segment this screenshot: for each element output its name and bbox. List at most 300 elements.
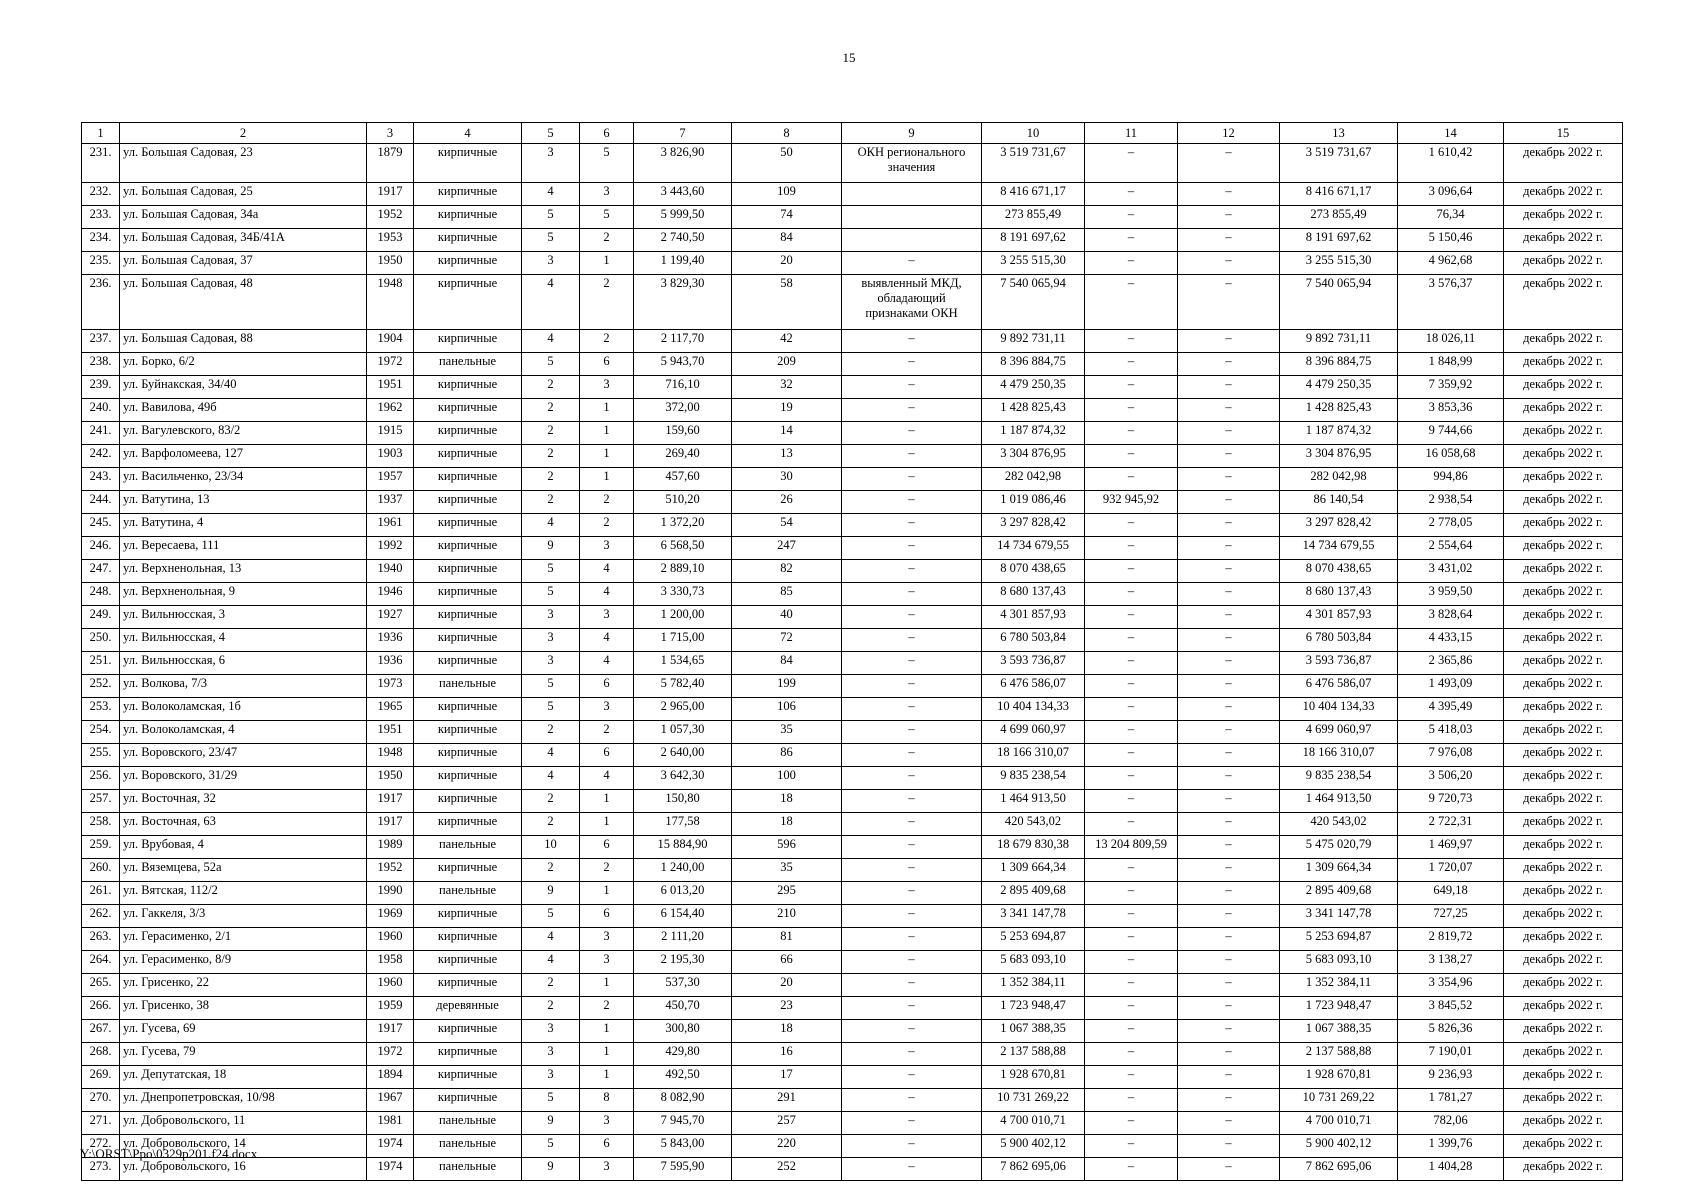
cell-total-area: 1 200,00 — [634, 606, 732, 629]
cell-wall-material: кирпичные — [414, 560, 522, 583]
cell-floors: 2 — [522, 721, 580, 744]
cell-residents: 252 — [732, 1158, 842, 1181]
cell-total-cost: 1 928 670,81 — [982, 1066, 1085, 1089]
cell-total-area: 2 117,70 — [634, 330, 732, 353]
cell-residents: 18 — [732, 1020, 842, 1043]
cell-year-built: 1961 — [367, 514, 414, 537]
cell-fund-source-a: – — [1085, 183, 1178, 206]
cell-total-cost: 5 683 093,10 — [982, 951, 1085, 974]
cell-total-cost: 2 895 409,68 — [982, 882, 1085, 905]
cell-row-number: 233. — [82, 206, 120, 229]
cell-total-area: 2 111,20 — [634, 928, 732, 951]
cell-total-area: 6 013,20 — [634, 882, 732, 905]
cell-cost-per-sqm: 782,06 — [1398, 1112, 1504, 1135]
cell-fund-source-b: – — [1178, 767, 1280, 790]
cell-address: ул. Добровольского, 14 — [120, 1135, 367, 1158]
cell-fund-source-a: – — [1085, 744, 1178, 767]
cell-year-built: 1974 — [367, 1158, 414, 1181]
table-row — [82, 144, 1623, 183]
cell-fund-source-a: – — [1085, 675, 1178, 698]
cell-total-area: 2 640,00 — [634, 744, 732, 767]
cell-completion-date: декабрь 2022 г. — [1504, 1135, 1623, 1158]
cell-heritage-status: – — [842, 1135, 982, 1158]
cell-regional-operator-cost: 1 723 948,47 — [1280, 997, 1398, 1020]
column-header-7: 7 — [634, 123, 732, 144]
cell-year-built: 1951 — [367, 721, 414, 744]
cell-fund-source-b: – — [1178, 790, 1280, 813]
cell-fund-source-b: – — [1178, 560, 1280, 583]
cell-floors: 5 — [522, 675, 580, 698]
cell-fund-source-a: – — [1085, 353, 1178, 376]
cell-address: ул. Депутатская, 18 — [120, 1066, 367, 1089]
cell-year-built: 1946 — [367, 583, 414, 606]
cell-floors: 2 — [522, 491, 580, 514]
cell-fund-source-b: – — [1178, 252, 1280, 275]
cell-entrances: 3 — [580, 951, 634, 974]
cell-year-built: 1894 — [367, 1066, 414, 1089]
cell-total-area: 716,10 — [634, 376, 732, 399]
cell-fund-source-b: – — [1178, 698, 1280, 721]
cell-residents: 19 — [732, 399, 842, 422]
cell-total-area: 3 443,60 — [634, 183, 732, 206]
cell-regional-operator-cost: 6 780 503,84 — [1280, 629, 1398, 652]
cell-cost-per-sqm: 4 433,15 — [1398, 629, 1504, 652]
cell-wall-material: кирпичные — [414, 744, 522, 767]
cell-fund-source-b: – — [1178, 1112, 1280, 1135]
cell-completion-date: декабрь 2022 г. — [1504, 1158, 1623, 1181]
table-row — [82, 399, 1623, 422]
cell-residents: 199 — [732, 675, 842, 698]
cell-floors: 4 — [522, 183, 580, 206]
cell-entrances: 6 — [580, 744, 634, 767]
cell-fund-source-a: – — [1085, 951, 1178, 974]
cell-year-built: 1972 — [367, 1043, 414, 1066]
cell-cost-per-sqm: 2 722,31 — [1398, 813, 1504, 836]
cell-wall-material: кирпичные — [414, 1020, 522, 1043]
cell-fund-source-a: – — [1085, 537, 1178, 560]
cell-address: ул. Ватутина, 4 — [120, 514, 367, 537]
cell-completion-date: декабрь 2022 г. — [1504, 206, 1623, 229]
cell-heritage-status: – — [842, 629, 982, 652]
cell-residents: 209 — [732, 353, 842, 376]
cell-cost-per-sqm: 1 720,07 — [1398, 859, 1504, 882]
cell-total-cost: 9 892 731,11 — [982, 330, 1085, 353]
cell-fund-source-a: – — [1085, 629, 1178, 652]
cell-address: ул. Большая Садовая, 88 — [120, 330, 367, 353]
cell-residents: 109 — [732, 183, 842, 206]
cell-row-number: 255. — [82, 744, 120, 767]
cell-wall-material: кирпичные — [414, 1066, 522, 1089]
cell-regional-operator-cost: 1 928 670,81 — [1280, 1066, 1398, 1089]
cell-wall-material: панельные — [414, 882, 522, 905]
cell-address: ул. Вильнюсская, 3 — [120, 606, 367, 629]
cell-residents: 295 — [732, 882, 842, 905]
table-row — [82, 422, 1623, 445]
cell-wall-material: кирпичные — [414, 974, 522, 997]
cell-heritage-status: – — [842, 859, 982, 882]
cell-fund-source-b: – — [1178, 652, 1280, 675]
cell-residents: 86 — [732, 744, 842, 767]
cell-year-built: 1972 — [367, 353, 414, 376]
cell-entrances: 2 — [580, 514, 634, 537]
cell-completion-date: декабрь 2022 г. — [1504, 252, 1623, 275]
cell-total-area: 5 782,40 — [634, 675, 732, 698]
cell-completion-date: декабрь 2022 г. — [1504, 144, 1623, 183]
cell-total-area: 450,70 — [634, 997, 732, 1020]
cell-address: ул. Верхненольная, 9 — [120, 583, 367, 606]
cell-heritage-status: – — [842, 675, 982, 698]
cell-row-number: 247. — [82, 560, 120, 583]
cell-heritage-status: – — [842, 468, 982, 491]
cell-regional-operator-cost: 282 042,98 — [1280, 468, 1398, 491]
cell-residents: 66 — [732, 951, 842, 974]
cell-total-cost: 1 723 948,47 — [982, 997, 1085, 1020]
cell-residents: 14 — [732, 422, 842, 445]
cell-fund-source-b: – — [1178, 997, 1280, 1020]
cell-entrances: 1 — [580, 422, 634, 445]
cell-total-area: 8 082,90 — [634, 1089, 732, 1112]
cell-entrances: 1 — [580, 399, 634, 422]
cell-cost-per-sqm: 2 819,72 — [1398, 928, 1504, 951]
cell-wall-material: кирпичные — [414, 275, 522, 330]
cell-total-area: 6 154,40 — [634, 905, 732, 928]
cell-entrances: 1 — [580, 1043, 634, 1066]
cell-address: ул. Восточная, 63 — [120, 813, 367, 836]
table-row — [82, 1158, 1623, 1181]
cell-wall-material: кирпичные — [414, 144, 522, 183]
cell-residents: 100 — [732, 767, 842, 790]
table-row — [82, 468, 1623, 491]
column-header-1: 1 — [82, 123, 120, 144]
cell-fund-source-a: – — [1085, 330, 1178, 353]
cell-floors: 3 — [522, 606, 580, 629]
cell-total-cost: 4 699 060,97 — [982, 721, 1085, 744]
cell-floors: 9 — [522, 1112, 580, 1135]
column-header-6: 6 — [580, 123, 634, 144]
cell-entrances: 4 — [580, 767, 634, 790]
cell-total-cost: 8 680 137,43 — [982, 583, 1085, 606]
cell-fund-source-b: – — [1178, 144, 1280, 183]
cell-address: ул. Гусева, 69 — [120, 1020, 367, 1043]
cell-total-area: 5 843,00 — [634, 1135, 732, 1158]
cell-wall-material: кирпичные — [414, 491, 522, 514]
cell-entrances: 4 — [580, 560, 634, 583]
cell-year-built: 1973 — [367, 675, 414, 698]
cell-completion-date: декабрь 2022 г. — [1504, 229, 1623, 252]
cell-floors: 5 — [522, 229, 580, 252]
cell-heritage-status: – — [842, 974, 982, 997]
cell-floors: 2 — [522, 468, 580, 491]
cell-address: ул. Большая Садовая, 48 — [120, 275, 367, 330]
cell-fund-source-b: – — [1178, 353, 1280, 376]
cell-residents: 82 — [732, 560, 842, 583]
cell-cost-per-sqm: 3 845,52 — [1398, 997, 1504, 1020]
cell-year-built: 1959 — [367, 997, 414, 1020]
cell-floors: 2 — [522, 859, 580, 882]
cell-cost-per-sqm: 5 826,36 — [1398, 1020, 1504, 1043]
cell-fund-source-b: – — [1178, 514, 1280, 537]
cell-completion-date: декабрь 2022 г. — [1504, 468, 1623, 491]
cell-floors: 4 — [522, 767, 580, 790]
cell-wall-material: кирпичные — [414, 376, 522, 399]
cell-entrances: 4 — [580, 629, 634, 652]
cell-fund-source-b: – — [1178, 629, 1280, 652]
cell-entrances: 2 — [580, 275, 634, 330]
cell-total-cost: 9 835 238,54 — [982, 767, 1085, 790]
cell-total-cost: 1 464 913,50 — [982, 790, 1085, 813]
cell-fund-source-a: – — [1085, 997, 1178, 1020]
cell-fund-source-a: – — [1085, 1135, 1178, 1158]
cell-regional-operator-cost: 3 297 828,42 — [1280, 514, 1398, 537]
cell-wall-material: панельные — [414, 1135, 522, 1158]
cell-entrances: 1 — [580, 468, 634, 491]
cell-row-number: 272. — [82, 1135, 120, 1158]
cell-completion-date: декабрь 2022 г. — [1504, 275, 1623, 330]
cell-fund-source-b: – — [1178, 1043, 1280, 1066]
column-header-2: 2 — [120, 123, 367, 144]
cell-floors: 5 — [522, 905, 580, 928]
table-row — [82, 652, 1623, 675]
cell-fund-source-b: – — [1178, 1020, 1280, 1043]
cell-address: ул. Добровольского, 11 — [120, 1112, 367, 1135]
cell-year-built: 1962 — [367, 399, 414, 422]
cell-fund-source-a: – — [1085, 606, 1178, 629]
cell-regional-operator-cost: 1 352 384,11 — [1280, 974, 1398, 997]
cell-fund-source-b: – — [1178, 813, 1280, 836]
cell-heritage-status: – — [842, 606, 982, 629]
cell-total-area: 7 595,90 — [634, 1158, 732, 1181]
cell-wall-material: кирпичные — [414, 721, 522, 744]
cell-regional-operator-cost: 9 892 731,11 — [1280, 330, 1398, 353]
cell-year-built: 1951 — [367, 376, 414, 399]
cell-cost-per-sqm: 4 395,49 — [1398, 698, 1504, 721]
cell-total-cost: 1 309 664,34 — [982, 859, 1085, 882]
cell-year-built: 1903 — [367, 445, 414, 468]
cell-heritage-status — [842, 229, 982, 252]
cell-row-number: 251. — [82, 652, 120, 675]
table-row — [82, 698, 1623, 721]
cell-fund-source-a: – — [1085, 560, 1178, 583]
cell-cost-per-sqm: 2 938,54 — [1398, 491, 1504, 514]
cell-floors: 3 — [522, 1020, 580, 1043]
cell-address: ул. Вильнюсская, 6 — [120, 652, 367, 675]
cell-entrances: 6 — [580, 905, 634, 928]
cell-year-built: 1967 — [367, 1089, 414, 1112]
cell-total-cost: 7 540 065,94 — [982, 275, 1085, 330]
cell-floors: 2 — [522, 813, 580, 836]
cell-regional-operator-cost: 5 900 402,12 — [1280, 1135, 1398, 1158]
cell-floors: 5 — [522, 206, 580, 229]
cell-total-cost: 4 301 857,93 — [982, 606, 1085, 629]
table-row — [82, 836, 1623, 859]
cell-fund-source-b: – — [1178, 206, 1280, 229]
cell-cost-per-sqm: 1 404,28 — [1398, 1158, 1504, 1181]
cell-year-built: 1917 — [367, 813, 414, 836]
cell-heritage-status: – — [842, 744, 982, 767]
cell-regional-operator-cost: 4 301 857,93 — [1280, 606, 1398, 629]
cell-entrances: 3 — [580, 1112, 634, 1135]
cell-heritage-status: – — [842, 1158, 982, 1181]
cell-total-cost: 3 304 876,95 — [982, 445, 1085, 468]
cell-entrances: 1 — [580, 882, 634, 905]
cell-row-number: 263. — [82, 928, 120, 951]
table-row — [82, 560, 1623, 583]
cell-fund-source-a: – — [1085, 144, 1178, 183]
cell-total-cost: 1 352 384,11 — [982, 974, 1085, 997]
column-header-12: 12 — [1178, 123, 1280, 144]
cell-total-cost: 2 137 588,88 — [982, 1043, 1085, 1066]
cell-heritage-status: – — [842, 882, 982, 905]
cell-fund-source-b: – — [1178, 275, 1280, 330]
cell-heritage-status: – — [842, 652, 982, 675]
cell-completion-date: декабрь 2022 г. — [1504, 514, 1623, 537]
cell-heritage-status: – — [842, 445, 982, 468]
cell-total-area: 1 715,00 — [634, 629, 732, 652]
cell-fund-source-a: – — [1085, 514, 1178, 537]
cell-wall-material: кирпичные — [414, 790, 522, 813]
cell-fund-source-b: – — [1178, 1089, 1280, 1112]
cell-wall-material: кирпичные — [414, 905, 522, 928]
cell-total-area: 6 568,50 — [634, 537, 732, 560]
cell-heritage-status: – — [842, 997, 982, 1020]
cell-heritage-status: – — [842, 905, 982, 928]
cell-fund-source-a: – — [1085, 1020, 1178, 1043]
cell-fund-source-a: – — [1085, 859, 1178, 882]
cell-entrances: 6 — [580, 836, 634, 859]
cell-fund-source-a: – — [1085, 882, 1178, 905]
cell-fund-source-b: – — [1178, 491, 1280, 514]
column-header-14: 14 — [1398, 123, 1504, 144]
table-row — [82, 330, 1623, 353]
cell-floors: 2 — [522, 376, 580, 399]
cell-entrances: 1 — [580, 974, 634, 997]
cell-fund-source-b: – — [1178, 905, 1280, 928]
cell-floors: 9 — [522, 882, 580, 905]
cell-regional-operator-cost: 4 479 250,35 — [1280, 376, 1398, 399]
cell-fund-source-b: – — [1178, 606, 1280, 629]
cell-total-area: 492,50 — [634, 1066, 732, 1089]
cell-fund-source-a: – — [1085, 928, 1178, 951]
cell-total-cost: 4 479 250,35 — [982, 376, 1085, 399]
cell-total-cost: 3 519 731,67 — [982, 144, 1085, 183]
cell-fund-source-a: – — [1085, 468, 1178, 491]
cell-cost-per-sqm: 1 848,99 — [1398, 353, 1504, 376]
cell-fund-source-b: – — [1178, 1135, 1280, 1158]
cell-regional-operator-cost: 2 895 409,68 — [1280, 882, 1398, 905]
cell-fund-source-a: – — [1085, 790, 1178, 813]
cell-year-built: 1965 — [367, 698, 414, 721]
cell-entrances: 1 — [580, 790, 634, 813]
cell-fund-source-b: – — [1178, 183, 1280, 206]
cell-fund-source-a: – — [1085, 445, 1178, 468]
cell-total-cost: 1 428 825,43 — [982, 399, 1085, 422]
cell-address: ул. Большая Садовая, 23 — [120, 144, 367, 183]
cell-total-area: 159,60 — [634, 422, 732, 445]
cell-regional-operator-cost: 420 543,02 — [1280, 813, 1398, 836]
cell-fund-source-b: – — [1178, 721, 1280, 744]
cell-heritage-status: – — [842, 560, 982, 583]
cell-row-number: 231. — [82, 144, 120, 183]
file-path-footer: Y:\ORST\Ppo\0329p201.f24.docx — [80, 1146, 258, 1161]
cell-total-cost: 8 191 697,62 — [982, 229, 1085, 252]
cell-entrances: 1 — [580, 252, 634, 275]
cell-year-built: 1936 — [367, 629, 414, 652]
cell-row-number: 269. — [82, 1066, 120, 1089]
cell-regional-operator-cost: 8 680 137,43 — [1280, 583, 1398, 606]
cell-completion-date: декабрь 2022 г. — [1504, 652, 1623, 675]
cell-regional-operator-cost: 273 855,49 — [1280, 206, 1398, 229]
cell-completion-date: декабрь 2022 г. — [1504, 905, 1623, 928]
cell-wall-material: кирпичные — [414, 606, 522, 629]
cell-heritage-status: – — [842, 698, 982, 721]
cell-wall-material: кирпичные — [414, 652, 522, 675]
cell-regional-operator-cost: 8 416 671,17 — [1280, 183, 1398, 206]
column-header-9: 9 — [842, 123, 982, 144]
cell-address: ул. Вагулевского, 83/2 — [120, 422, 367, 445]
table-row — [82, 629, 1623, 652]
cell-fund-source-a: – — [1085, 813, 1178, 836]
table-row — [82, 1066, 1623, 1089]
cell-regional-operator-cost: 14 734 679,55 — [1280, 537, 1398, 560]
cell-year-built: 1950 — [367, 252, 414, 275]
cell-wall-material: кирпичные — [414, 252, 522, 275]
table-row — [82, 997, 1623, 1020]
cell-fund-source-b: – — [1178, 951, 1280, 974]
table-row — [82, 675, 1623, 698]
cell-completion-date: декабрь 2022 г. — [1504, 675, 1623, 698]
cell-year-built: 1915 — [367, 422, 414, 445]
cell-wall-material: кирпичные — [414, 468, 522, 491]
cell-cost-per-sqm: 7 359,92 — [1398, 376, 1504, 399]
cell-wall-material: кирпичные — [414, 767, 522, 790]
table-row — [82, 606, 1623, 629]
cell-completion-date: декабрь 2022 г. — [1504, 767, 1623, 790]
cell-heritage-status: – — [842, 1020, 982, 1043]
cell-completion-date: декабрь 2022 г. — [1504, 560, 1623, 583]
cell-residents: 17 — [732, 1066, 842, 1089]
cell-heritage-status: – — [842, 353, 982, 376]
cell-wall-material: кирпичные — [414, 1043, 522, 1066]
column-header-8: 8 — [732, 123, 842, 144]
cell-fund-source-a: – — [1085, 974, 1178, 997]
cell-residents: 72 — [732, 629, 842, 652]
cell-heritage-status: выявленный МКД, обладающий признаками ОКН — [842, 275, 982, 330]
cell-wall-material: кирпичные — [414, 951, 522, 974]
cell-year-built: 1936 — [367, 652, 414, 675]
cell-floors: 3 — [522, 652, 580, 675]
cell-entrances: 3 — [580, 183, 634, 206]
cell-regional-operator-cost: 18 166 310,07 — [1280, 744, 1398, 767]
cell-heritage-status: – — [842, 376, 982, 399]
cell-row-number: 261. — [82, 882, 120, 905]
cell-total-cost: 18 166 310,07 — [982, 744, 1085, 767]
cell-cost-per-sqm: 4 962,68 — [1398, 252, 1504, 275]
cell-year-built: 1879 — [367, 144, 414, 183]
cell-entrances: 3 — [580, 376, 634, 399]
cell-row-number: 271. — [82, 1112, 120, 1135]
cell-year-built: 1927 — [367, 606, 414, 629]
cell-fund-source-a: – — [1085, 399, 1178, 422]
cell-fund-source-b: – — [1178, 1066, 1280, 1089]
table-row — [82, 514, 1623, 537]
cell-wall-material: панельные — [414, 353, 522, 376]
cell-floors: 4 — [522, 951, 580, 974]
cell-wall-material: кирпичные — [414, 422, 522, 445]
cell-address: ул. Волоколамская, 4 — [120, 721, 367, 744]
cell-fund-source-a: – — [1085, 1066, 1178, 1089]
cell-heritage-status: – — [842, 491, 982, 514]
cell-floors: 4 — [522, 330, 580, 353]
